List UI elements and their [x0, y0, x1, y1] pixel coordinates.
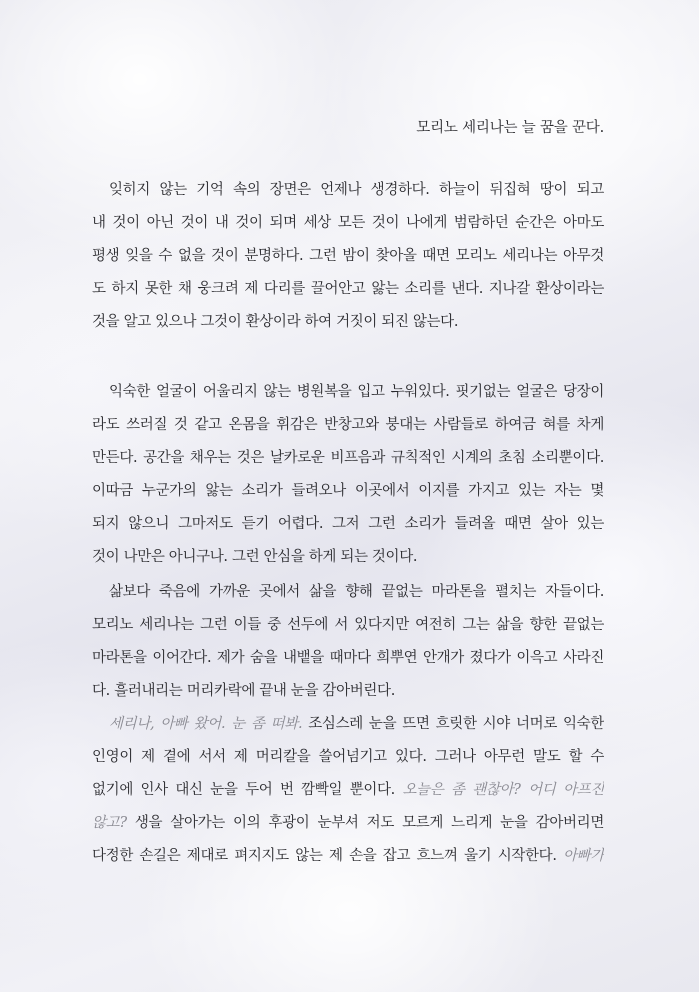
narration-text: 생을 살아가는 이의 후광이 눈부셔 저도 모르게 느리게 눈을 감아버리면: [126, 815, 604, 831]
text-line: 평생 잊을 수 없을 것이 분명하다. 그런 밤이 찾아올 때면 모리노 세리나는 아무것: [92, 248, 604, 264]
narration-text: 다정한 손길은 제대로 펴지지도 않는 제 손을 잡고 흐느껴 울기 시작한다.: [92, 848, 564, 864]
paragraph-3: [92, 576, 604, 708]
text-line: 인영이 제 곁에 서서 제 머리칼을 쓸어넘기고 있다. 그러나 아무런 말도 할 수: [92, 749, 604, 765]
dialogue-italic: 아빠가: [563, 848, 604, 864]
text-line: 만든다. 공간을 채우는 것은 날카로운 비프음과 규칙적인 시계의 초침 소리뿐이다.: [92, 450, 604, 466]
text-line: 모리노 세리나는 그런 이들 중 선두에 서 있다지만 여전히 그는 삶을 향한 끝없는: [92, 617, 604, 633]
text-line: 잊히지 않는 기억 속의 장면은 언제나 생경하다. 하늘이 뒤집혀 땅이 되고: [109, 182, 604, 198]
text-line: 것이 나만은 아니구나. 그런 안심을 하게 되는 것이다.: [92, 549, 418, 565]
paragraph-4: [92, 708, 604, 873]
dialogue-italic: 세리나, 아빠 왔어. 눈 좀 떠봐.: [109, 716, 303, 732]
text-line: 도 하지 못한 채 웅크려 제 다리를 끌어안고 앓는 소리를 낸다. 지나갈 환상이라는: [92, 281, 604, 297]
document-page: [92, 0, 604, 992]
text-line: 익숙한 얼굴이 어울리지 않는 병원복을 입고 누워있다. 핏기없는 얼굴은 당장이: [109, 384, 604, 400]
narration-text: 조심스레 눈을 뜨면 흐릿한 시야 너머로 익숙한: [302, 716, 604, 732]
text-line: 다. 흘러내리는 머리카락에 끝내 눈을 감아버린다.: [92, 683, 395, 699]
text-line: 이따금 누군가의 앓는 소리가 들려오나 이곳에서 이지를 가지고 있는 자는 몇: [92, 483, 604, 499]
text-line: 라도 쓰러질 것 같고 온몸을 휘감은 반창고와 붕대는 사람들로 하여금 혀를 차게: [92, 417, 604, 433]
paragraph-2: [92, 376, 604, 574]
paragraph-1: [92, 174, 604, 339]
text-line: 마라톤을 이어간다. 제가 숨을 내뱉을 때마다 희뿌연 안개가 졌다가 이윽고 사라진: [92, 650, 604, 666]
text-line: 내 것이 아닌 것이 내 것이 되며 세상 모든 것이 나에게 범람하던 순간은 아마도: [92, 215, 604, 231]
epigraph: 모리노 세리나는 늘 꿈을 꾼다.: [416, 120, 604, 136]
text-line: [92, 807, 604, 840]
text-line: [92, 840, 604, 873]
dialogue-italic: 오늘은 좀 괜찮아? 어디 아프진: [402, 782, 604, 798]
text-line: 되지 않으니 그마저도 듣기 어렵다. 그저 그런 소리가 들려올 때면 살아 있는: [92, 516, 604, 532]
text-line: [92, 708, 604, 741]
dialogue-italic: 않고?: [92, 815, 127, 831]
text-line: 것을 알고 있으나 그것이 환상이라 하여 거짓이 되진 않는다.: [92, 314, 459, 330]
text-line: 삶보다 죽음에 가까운 곳에서 삶을 향해 끝없는 마라톤을 펼치는 자들이다.: [109, 584, 604, 600]
narration-text: 없기에 인사 대신 눈을 두어 번 깜빡일 뿐이다.: [92, 782, 403, 798]
text-line: [92, 774, 604, 807]
